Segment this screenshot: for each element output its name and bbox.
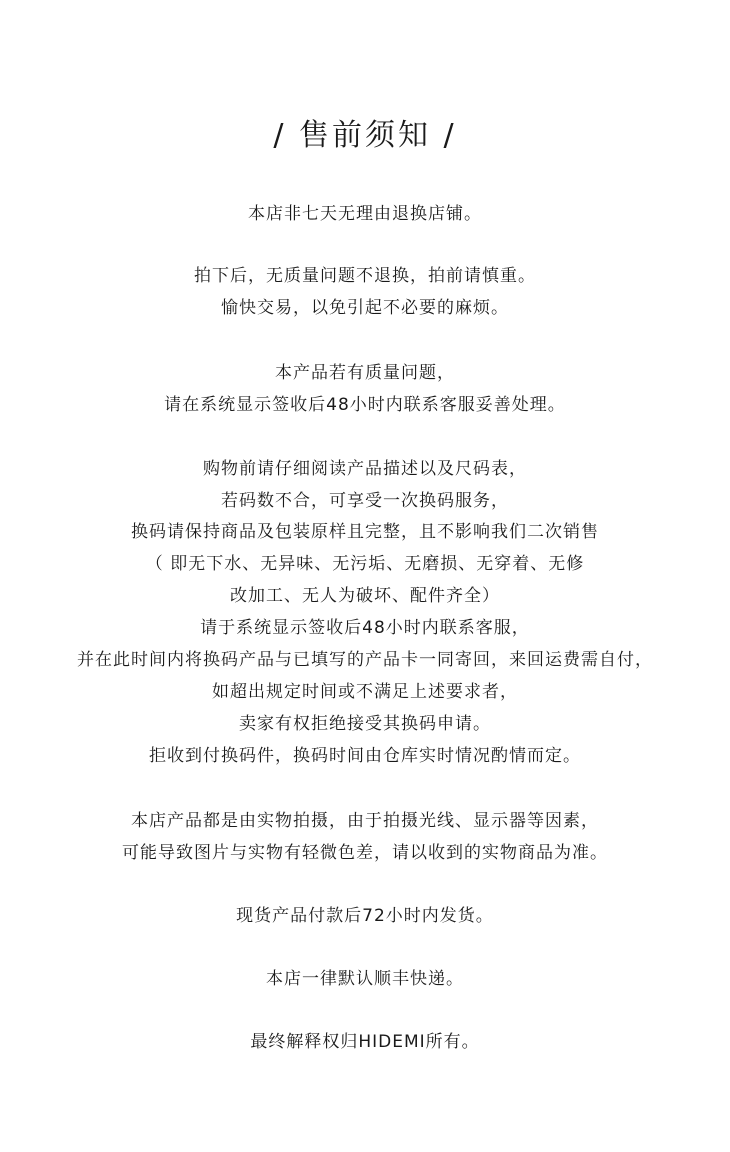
notice-line: 本店产品都是由实物拍摄，由于拍摄光线、显示器等因素， [131,811,599,831]
notice-line: 并在此时间内将换码产品与已填写的产品卡一同寄回，来回运费需自付， [77,650,653,670]
notice-line: （ 即无下水、无异味、无污垢、无磨损、无穿着、无修 [145,554,585,574]
notice-line: 拒收到付换码件，换码时间由仓库实时情况酌情而定。 [149,746,581,766]
notice-line: 现货产品付款后72小时内发货。 [236,906,494,926]
notice-line: 拍下后，无质量问题不退换，拍前请慎重。 [194,266,536,286]
notice-line: 本店非七天无理由退换店铺。 [248,204,482,224]
notice-line: 请于系统显示签收后48小时内联系客服， [200,618,530,638]
notice-line: 卖家有权拒绝接受其换码申请。 [239,714,491,734]
notice-line: 愉快交易，以免引起不必要的麻烦。 [221,298,509,318]
notice-line: 改加工、无人为破坏、配件齐全） [230,586,500,606]
notice-line: 购物前请仔细阅读产品描述以及尺码表， [203,459,527,479]
notice-line: 本店一律默认顺丰快递。 [266,969,464,989]
notice-line: 若码数不合，可享受一次换码服务， [221,491,509,511]
notice-line: 可能导致图片与实物有轻微色差，请以收到的实物商品为准。 [122,843,608,863]
notice-line: 请在系统显示签收后48小时内联系客服妥善处理。 [164,395,566,415]
notice-line: 最终解释权归HIDEMI所有。 [250,1032,480,1052]
notice-line: 换码请保持商品及包装原样且完整，且不影响我们二次销售 [131,522,599,542]
notice-line: 本产品若有质量问题， [275,363,455,383]
notice-line: 如超出规定时间或不满足上述要求者， [212,682,518,702]
page-title: / 售前须知 / [273,118,457,154]
